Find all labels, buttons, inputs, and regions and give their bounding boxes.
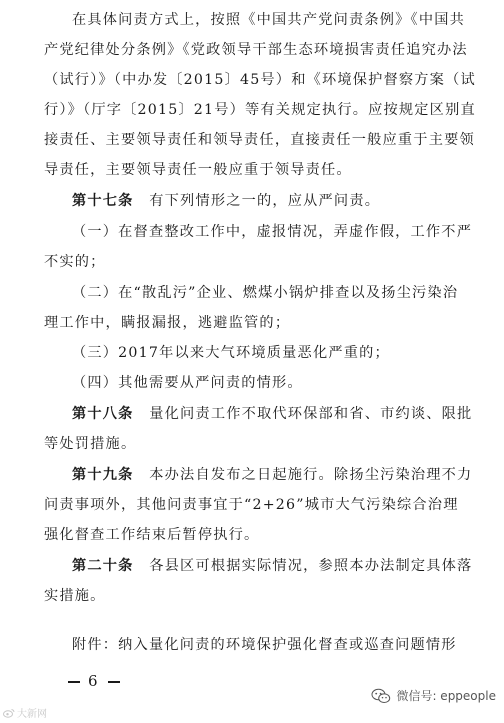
paragraph-line: 在具体问责方式上，按照《中国共产党问责条例》《中国共 bbox=[72, 12, 465, 28]
paragraph-line: 行）》（厅字〔2015〕21号）等有关规定执行。应按规定区别直 bbox=[44, 102, 476, 118]
list-item-continuation: 理工作中，瞒报漏报，逃避监管的； bbox=[44, 315, 291, 331]
article-text: 本办法自发布之日起施行。除扬尘污染治理不力 bbox=[149, 467, 473, 483]
list-item: （三）2017年以来大气环境质量恶化严重的； bbox=[72, 345, 390, 361]
weibo-icon bbox=[3, 708, 15, 718]
article-text: 强化督查工作结束后暂停执行。 bbox=[44, 527, 260, 543]
article-18 bbox=[72, 404, 496, 424]
article-19 bbox=[72, 465, 496, 485]
article-17 bbox=[72, 191, 496, 211]
list-item: （二）在“散乱污”企业、燃煤小锅炉排查以及扬尘污染治 bbox=[72, 285, 459, 301]
article-text: 量化问责工作不取代环保部和省、市约谈、限批 bbox=[149, 406, 473, 422]
article-title: 第十七条 bbox=[72, 193, 134, 209]
watermark-text: 大新网 bbox=[17, 709, 47, 720]
list-item: （一）在督查整改工作中，虚报情况，弄虚作假，工作不严 bbox=[72, 224, 473, 240]
dash bbox=[68, 681, 80, 683]
article-title: 第十九条 bbox=[72, 467, 134, 483]
weibo-watermark bbox=[3, 705, 47, 720]
paragraph-line: 产党纪律处分条例》《党政领导干部生态环境损害责任追究办法 bbox=[44, 42, 468, 58]
article-20 bbox=[72, 556, 496, 576]
paragraph-line: 导责任，主要领导责任一般应重于领导责任。 bbox=[44, 162, 352, 178]
article-title: 第二十条 bbox=[72, 558, 134, 574]
list-item-continuation: 不实的； bbox=[44, 254, 106, 270]
wechat-watermark bbox=[371, 687, 496, 704]
article-title: 第十八条 bbox=[72, 406, 134, 422]
article-text: 各县区可根据实际情况，参照本办法制定具体落 bbox=[149, 558, 473, 574]
watermark-text: 微信号: eppeople bbox=[396, 689, 496, 703]
article-text: 有下列情形之一的，应从严问责。 bbox=[149, 193, 381, 209]
dash bbox=[108, 681, 120, 683]
wechat-icon bbox=[371, 688, 391, 704]
list-item: （四）其他需要从严问责的情形。 bbox=[72, 375, 303, 391]
article-text: 等处罚措施。 bbox=[44, 436, 137, 452]
attachment-note: 附件：纳入量化问责的环境保护强化督查或巡查问题情形 bbox=[72, 637, 457, 653]
page-number: 6 bbox=[60, 672, 128, 690]
article-text: 问责事项外，其他问责事宜于“2+26”城市大气污染综合治理 bbox=[44, 497, 459, 513]
paragraph-line: 接责任、主要领导责任和领导责任，直接责任一般应重于主要领 bbox=[44, 132, 475, 148]
article-text: 实措施。 bbox=[44, 588, 106, 604]
paragraph-line: （试行）》（中办发〔2015〕45号）和《环境保护督察方案（试 bbox=[44, 72, 476, 88]
